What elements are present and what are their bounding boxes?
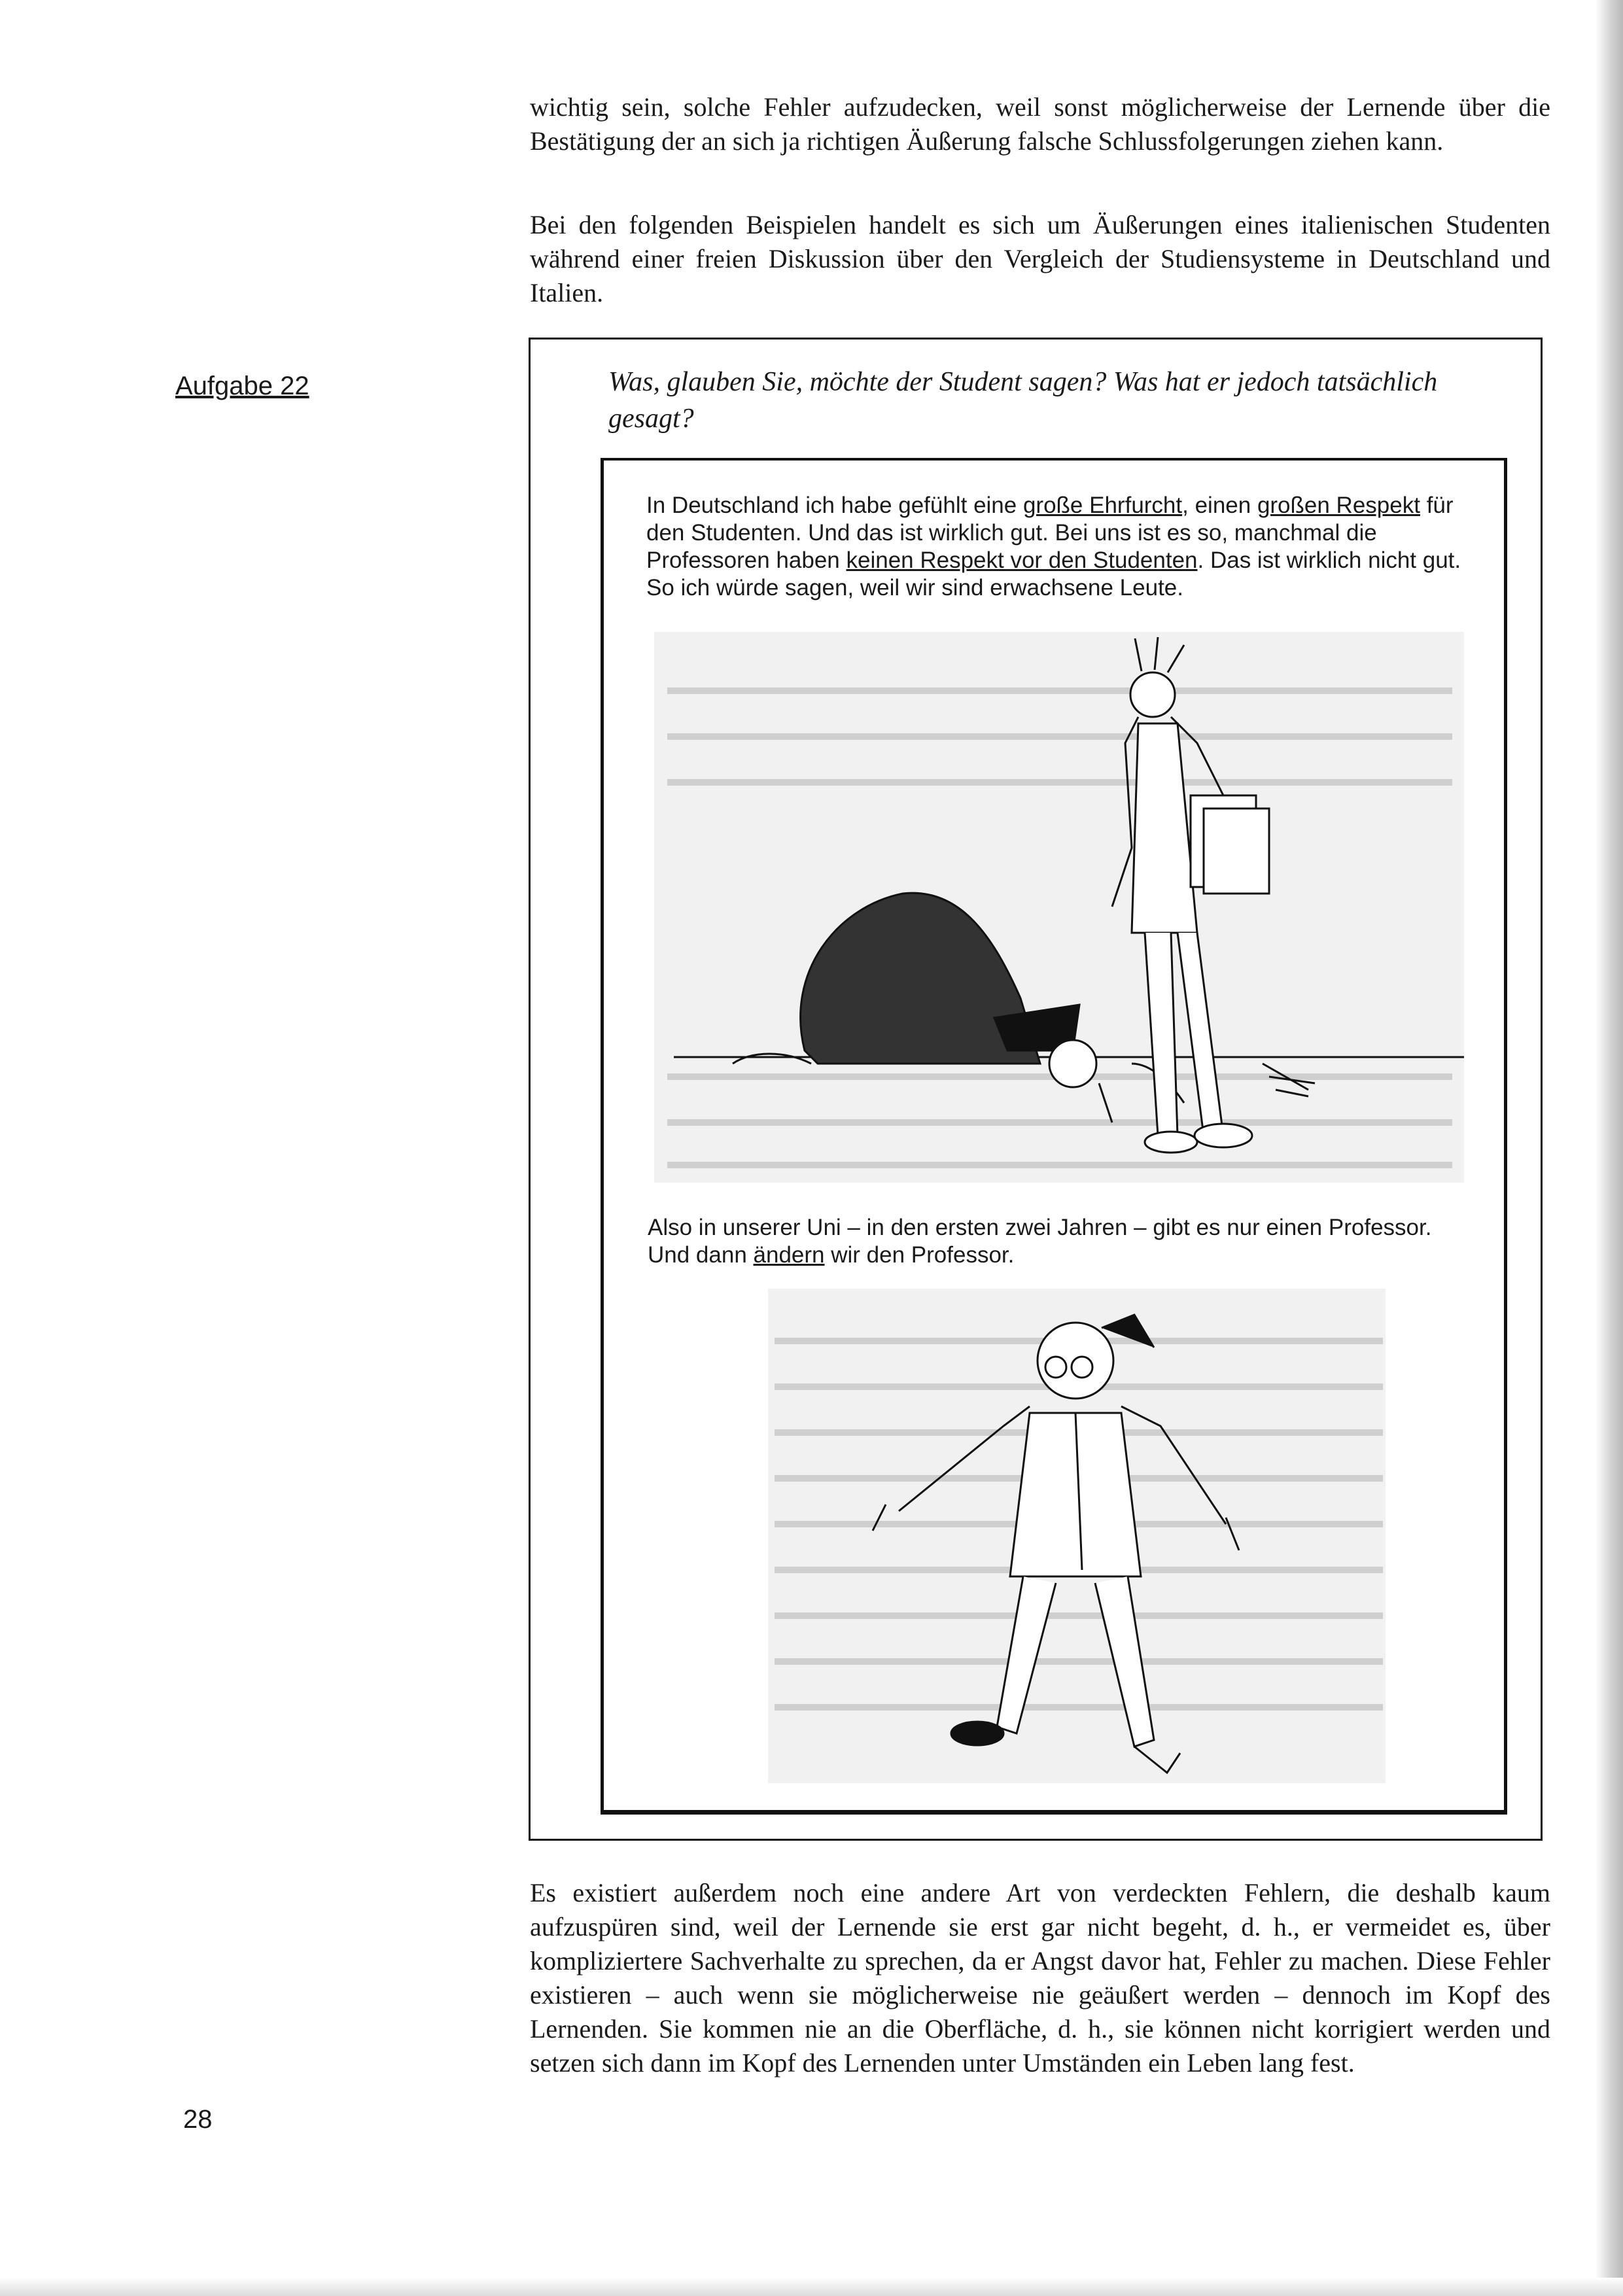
quote-2-text-a: Also in unserer Uni – in den ersten zwei Jahren – gibt es nur einen Professor. Und dann	[648, 1215, 1432, 1268]
page-edge-shadow	[1596, 0, 1623, 2296]
quote-1-text-b: , einen	[1182, 493, 1257, 518]
page-bottom-shadow	[0, 2278, 1623, 2296]
paragraph-intro: wichtig sein, solche Fehler aufzudecken, weil sonst möglicherweise der Lernende über die Bestätigung der an sich ja richtigen Äußerung falsche Schlussfolgerungen ziehen kann.	[530, 92, 1550, 156]
student-quote-1	[646, 492, 1471, 602]
paragraph-examples: Bei den folgenden Beispielen handelt es sich um Äußerungen eines italienischen Studenten während einer freien Diskussion über den Vergleich der Studiensysteme in Deutschland und Italien.	[530, 210, 1550, 307]
task-label: Aufgabe 22	[175, 372, 309, 400]
cartoon-changed-professor	[768, 1289, 1386, 1783]
cartoon-bowing-professor	[654, 632, 1464, 1183]
quote-2-text-b: wir den Professor.	[824, 1242, 1015, 1268]
quote-1-text-c: für den Studenten. Und das ist wirklich gut. Bei uns ist es so, manchmal die Professoren haben	[646, 493, 1454, 573]
quote-1-underlined-ehrfurcht: große Ehrfurcht	[1022, 493, 1183, 518]
paragraph-outro: Es existiert außerdem noch eine andere Art von verdeckten Fehlern, die deshalb kaum aufzuspüren sind, weil der Lernende sie erst gar nicht begeht, d. h., er vermeidet es, über kompliziertere Sachverhalte zu sprechen, da er Angst davor hat, Fehler zu machen. Diese Fehler existieren – auch wenn sie möglicherweise nie geäußert werden – dennoch im Kopf des Lernenden. Sie kommen nie an die Oberfläche, d. h., sie können nicht korrigiert werden und setzen sich dann im Kopf des Lernenden unter Umständen ein Leben lang fest.	[530, 1878, 1550, 2078]
quote-1-text-a: In Deutschland ich habe gefühlt eine	[646, 493, 1023, 518]
quote-2-underlined-aendern: ändern	[753, 1242, 825, 1268]
student-quote-2	[648, 1214, 1472, 1269]
page-number: 28	[183, 2105, 213, 2134]
quote-1-underlined-respekt: großen Respekt	[1257, 493, 1420, 518]
quote-1-underlined-keinen-respekt: keinen Respekt vor den Studenten	[846, 548, 1198, 573]
quote-1-text-d: . Das ist wirklich nicht gut. So ich würde sagen, weil wir sind erwachsene Leute.	[646, 548, 1461, 600]
task-question: Was, glauben Sie, möchte der Student sagen? Was hat er jedoch tatsächlich gesagt?	[608, 367, 1438, 434]
